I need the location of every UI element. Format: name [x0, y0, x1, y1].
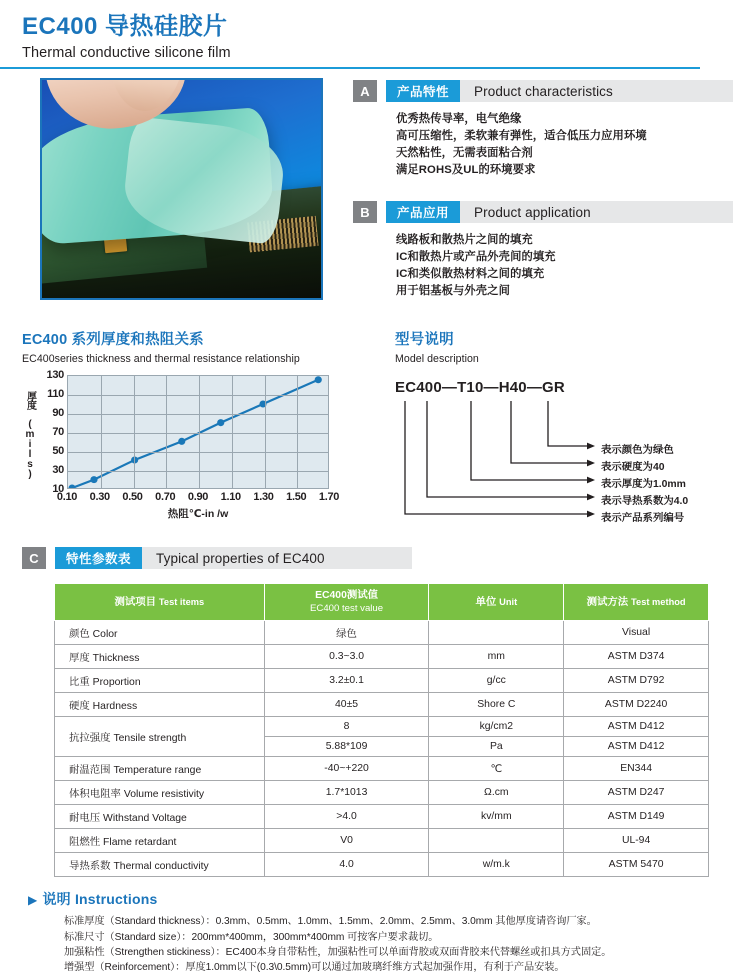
page-header	[0, 0, 750, 61]
chart-x-tick-label: 0.30	[89, 491, 110, 504]
table-cell-value: 绿色	[264, 621, 429, 645]
col-unit-en: Unit	[499, 596, 518, 607]
chart-gridline-v	[297, 376, 298, 488]
table-head	[55, 584, 709, 621]
section-b-line-3: IC和类似散热材料之间的填充	[396, 268, 545, 281]
table-row	[55, 757, 709, 781]
table-cell-value: 5.88*109	[264, 737, 429, 757]
chart-gridline-v	[134, 376, 135, 488]
table-cell-unit: mm	[429, 645, 564, 669]
instructions-line-4: 增强型（Reinforcement）：厚度1.0mm以下(0.3\0.5mm)可以通过加玻璃纤维方式起加强作用，有利于产品安装。	[64, 962, 565, 973]
item-label-en: Thermal conductivity	[110, 861, 209, 873]
arrow-icon	[587, 460, 595, 467]
table-cell-item	[55, 669, 265, 693]
table-cell-unit: g/cc	[429, 669, 564, 693]
item-label-en: Thickness	[89, 653, 140, 665]
section-b-line-1: 线路板和散热片之间的填充	[396, 234, 533, 247]
chart-plot-area	[67, 375, 329, 489]
table-cell-item	[55, 805, 265, 829]
section-b-line-4: 用于铝基板与外壳之间	[396, 285, 510, 298]
model-leader-line	[427, 401, 588, 497]
col-test-value-zh: EC400测试值	[315, 590, 379, 602]
instructions-line-1: 标准厚度（Standard thickness）：0.3mm、0.5mm、1.0mm、1.5mm、2.0mm、2.5mm、3.0mm 其他厚度请咨询厂家。	[64, 916, 597, 928]
table-cell-method: ASTM D792	[564, 669, 709, 693]
chart-y-tick-label: 90	[52, 407, 64, 420]
col-test-items-zh: 测试项目	[114, 596, 157, 608]
model-leader-line	[471, 401, 588, 480]
table-cell-item	[55, 853, 265, 877]
section-a-letter: A	[353, 80, 377, 102]
item-label-zh: 比重	[69, 677, 90, 689]
chart-y-axis-label: 厚度 (mils)	[24, 391, 36, 480]
item-label-en: Color	[89, 629, 118, 641]
chart-y-tick-label: 30	[52, 464, 64, 477]
table-cell-unit	[429, 829, 564, 853]
chart-gridline-v	[265, 376, 266, 488]
table-row	[55, 717, 709, 737]
model-leader-line	[548, 401, 588, 446]
table-header-row	[55, 584, 709, 621]
section-a-line-3: 天然粘性，无需表面粘合剂	[396, 147, 533, 160]
item-label-zh: 硬度	[69, 701, 90, 713]
model-diagram	[395, 379, 745, 529]
triangle-icon: ▶	[28, 893, 38, 908]
table-cell-method: ASTM D2240	[564, 693, 709, 717]
model-leader-line	[511, 401, 588, 463]
section-b-bar	[353, 201, 733, 223]
item-label-en: Volume resistivity	[120, 789, 205, 801]
item-label-en: Withstand Voltage	[100, 813, 187, 825]
chart-y-tick-label: 130	[46, 369, 64, 382]
arrow-icon	[587, 443, 595, 450]
table-cell-value: >4.0	[264, 805, 429, 829]
table-cell-unit: Shore C	[429, 693, 564, 717]
table-cell-value: 4.0	[264, 853, 429, 877]
table-cell-unit: Ω.cm	[429, 781, 564, 805]
section-c-letter: C	[22, 547, 46, 569]
col-test-items	[55, 584, 265, 621]
table-row	[55, 645, 709, 669]
col-test-value	[264, 584, 429, 621]
table-cell-method: ASTM D412	[564, 737, 709, 757]
thickness-resistance-chart	[22, 369, 352, 521]
item-label-en: Hardness	[89, 701, 138, 713]
table-cell-method: Visual	[564, 621, 709, 645]
model-block	[377, 328, 750, 529]
chart-data-point	[259, 401, 266, 408]
table-cell-method: ASTM D247	[564, 781, 709, 805]
item-label-en: Flame retardant	[100, 837, 177, 849]
item-label-zh: 颜色	[69, 629, 90, 641]
chart-y-tick-label: 110	[47, 388, 64, 401]
table-cell-method: EN344	[564, 757, 709, 781]
chart-gridline-h	[68, 414, 328, 415]
table-cell-method: ASTM D149	[564, 805, 709, 829]
table-cell-value: 8	[264, 717, 429, 737]
chart-gridline-v	[232, 376, 233, 488]
table-row	[55, 853, 709, 877]
model-title-zh: 型号说明	[395, 332, 454, 349]
model-callout-series: 表示产品系列编号	[601, 513, 685, 525]
section-c-title-zh: 特性参数表	[55, 547, 142, 569]
model-callout-conductivity: 表示导热系数为4.0	[601, 496, 689, 508]
top-area	[0, 69, 750, 300]
chart-x-ticks	[56, 491, 340, 507]
model-title-en: Model description	[395, 353, 479, 366]
chart-data-point	[315, 377, 322, 384]
table-cell-item	[55, 781, 265, 805]
section-b-title-zh: 产品应用	[386, 201, 460, 223]
chart-gridline-h	[68, 471, 328, 472]
section-a-title-en: Product characteristics	[460, 80, 733, 102]
chart-x-tick-label: 1.70	[318, 491, 340, 504]
instructions-line-3: 加强粘性（Strengthen stickiness）：EC400本身自带粘性，加强粘性可以单面背胶或双面背胶来代替螺丝或扣具方式固定。	[64, 946, 612, 958]
model-callout-color: 表示颜色为绿色	[601, 445, 674, 457]
table-cell-method: ASTM D374	[564, 645, 709, 669]
item-label-zh: 导热系数	[69, 861, 111, 873]
item-label-zh: 耐温范围	[69, 765, 111, 777]
top-right-column	[323, 78, 750, 300]
table-row	[55, 781, 709, 805]
item-label-en: Temperature range	[110, 765, 202, 777]
instructions-body	[28, 909, 750, 975]
col-test-value-sub: EC400 test value	[310, 603, 384, 615]
mid-area	[0, 300, 750, 529]
table-cell-value: 0.3~3.0	[264, 645, 429, 669]
item-label-zh: 体积电阻率	[69, 789, 121, 801]
item-label-en: Proportion	[89, 677, 141, 689]
chart-gridline-h	[68, 433, 328, 434]
section-b-title-en: Product application	[460, 201, 733, 223]
page-subtitle: Thermal conductive silicone film	[22, 45, 231, 62]
table-cell-item	[55, 829, 265, 853]
chart-x-tick-label: 1.10	[220, 491, 241, 504]
col-method	[564, 584, 709, 621]
table-cell-value: 3.2±0.1	[264, 669, 429, 693]
item-label-zh: 厚度	[69, 653, 90, 665]
chart-gridline-v	[166, 376, 167, 488]
item-label-zh: 耐电压	[69, 813, 101, 825]
chart-x-tick-label: 1.30	[253, 491, 274, 504]
chart-x-tick-label: 0.10	[56, 491, 78, 504]
chart-y-ticks	[38, 369, 64, 496]
arrow-icon	[587, 511, 595, 518]
table-body	[55, 621, 709, 877]
table-cell-value: 1.7*1013	[264, 781, 429, 805]
table-cell-method: UL-94	[564, 829, 709, 853]
table-row	[55, 693, 709, 717]
section-a-bar	[353, 80, 733, 102]
col-unit	[429, 584, 564, 621]
table-cell-item	[55, 693, 265, 717]
chart-y-tick-label: 70	[52, 426, 64, 439]
section-b-body	[353, 223, 750, 300]
section-b-line-2: IC和散热片或产品外壳间的填充	[396, 251, 556, 264]
item-label-zh: 抗拉强度	[69, 733, 111, 745]
instructions-title-en: Instructions	[74, 891, 158, 908]
table-cell-value: V0	[264, 829, 429, 853]
chart-gridline-v	[199, 376, 200, 488]
instructions-section	[0, 877, 750, 975]
chart-title-zh: EC400 系列厚度和热阻关系	[22, 332, 204, 349]
section-c-title-en: Typical properties of EC400	[142, 547, 412, 569]
chart-x-tick-label: 0.50	[122, 491, 143, 504]
table-cell-unit: w/m.k	[429, 853, 564, 877]
section-a-line-1: 优秀热传导率，电气绝缘	[396, 113, 522, 126]
chart-x-axis-label: 热阻℃-in /w	[167, 508, 229, 521]
section-a-body	[353, 102, 750, 179]
table-cell-item	[55, 757, 265, 781]
model-callout-hardness: 表示硬度为40	[601, 462, 665, 474]
model-leader-lines	[395, 379, 745, 529]
table-cell-value: 40±5	[264, 693, 429, 717]
col-method-zh: 测试方法	[586, 596, 629, 608]
table-cell-unit	[429, 621, 564, 645]
chart-y-tick-label: 10	[52, 483, 64, 496]
chart-data-point	[131, 457, 138, 464]
model-code: EC400—T10—H40—GR	[395, 379, 565, 397]
chart-gridline-h	[68, 395, 328, 396]
chart-x-tick-label: 1.50	[286, 491, 307, 504]
model-callout-thickness: 表示厚度为1.0mm	[601, 479, 686, 491]
chart-title-en: EC400series thickness and thermal resistance relationship	[22, 353, 300, 366]
table-cell-unit: ℃	[429, 757, 564, 781]
properties-section	[0, 529, 750, 877]
table-cell-item	[55, 621, 265, 645]
chart-data-point	[178, 438, 185, 445]
product-photo	[40, 78, 323, 300]
col-test-items-en: Test items	[158, 596, 205, 607]
table-row	[55, 829, 709, 853]
instructions-title-zh: 说明	[42, 891, 71, 908]
table-cell-unit: kg/cm2	[429, 717, 564, 737]
chart-block	[22, 328, 377, 529]
section-c-bar	[22, 547, 412, 569]
table-row	[55, 621, 709, 645]
table-cell-method: ASTM D412	[564, 717, 709, 737]
chart-y-tick-label: 50	[52, 445, 64, 458]
typical-properties-table	[54, 583, 709, 877]
table-cell-unit: kv/mm	[429, 805, 564, 829]
section-b-letter: B	[353, 201, 377, 223]
chart-x-tick-label: 0.90	[187, 491, 209, 504]
page-title: EC400 导热硅胶片	[22, 13, 228, 40]
arrow-icon	[587, 494, 595, 501]
chart-gridline-v	[101, 376, 102, 488]
table-cell-item	[55, 717, 265, 757]
chart-gridline-h	[68, 452, 328, 453]
table-cell-method: ASTM 5470	[564, 853, 709, 877]
instructions-title	[28, 889, 750, 909]
section-a-title-zh: 产品特性	[386, 80, 460, 102]
table-cell-unit: Pa	[429, 737, 564, 757]
item-label-zh: 阻燃性	[69, 837, 101, 849]
col-unit-zh: 单位	[475, 596, 497, 608]
chart-data-point	[90, 476, 97, 483]
chart-x-tick-label: 0.70	[155, 491, 176, 504]
table-row	[55, 805, 709, 829]
arrow-icon	[587, 477, 595, 484]
section-a-line-2: 高可压缩性，柔软兼有弹性，适合低压力应用环境	[396, 130, 647, 143]
table-cell-item	[55, 645, 265, 669]
table-row	[55, 669, 709, 693]
chart-data-point	[68, 485, 75, 489]
table-cell-value: -40~+220	[264, 757, 429, 781]
section-a-line-4: 满足ROHS及UL的环境要求	[396, 164, 536, 177]
col-method-en: Test method	[631, 596, 686, 607]
item-label-en: Tensile strength	[110, 733, 187, 745]
chart-data-point	[217, 420, 224, 427]
instructions-line-2: 标准尺寸（Standard size）：200mm*400mm，300mm*400mm 可按客户要求裁切。	[64, 931, 439, 943]
